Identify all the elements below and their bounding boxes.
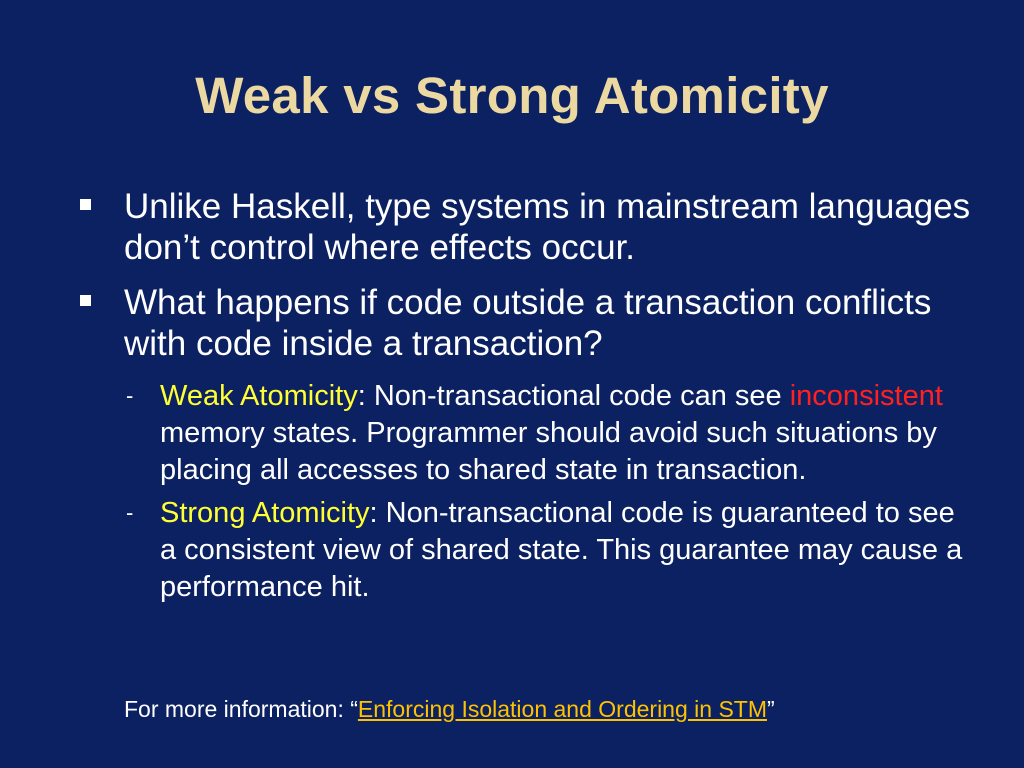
term-strong-atomicity: Strong Atomicity	[160, 497, 370, 529]
square-bullet-icon	[80, 199, 91, 210]
sub-bullet-list	[124, 378, 976, 606]
highlight-inconsistent: inconsistent	[789, 380, 943, 412]
bullet-list	[76, 186, 976, 612]
slide-title: Weak vs Strong Atomicity	[195, 67, 829, 124]
bullet-item	[76, 186, 976, 268]
sub-bullet-text: : Non-transactional code can see	[357, 380, 790, 412]
reference-link[interactable]: Enforcing Isolation and Ordering in STM	[357, 696, 767, 722]
sub-bullet-item-weak	[124, 378, 976, 489]
sub-bullet-item-strong	[124, 495, 976, 606]
bullet-item	[76, 282, 976, 364]
footer-reference	[124, 694, 775, 724]
sub-bullet-text: memory states. Programmer should avoid such situations by placing all accesses to shared state in transaction.	[160, 417, 937, 486]
footer-prefix: For more information: “	[124, 696, 358, 722]
dash-bullet-icon: -	[126, 383, 134, 408]
dash-bullet-icon: -	[126, 500, 134, 525]
square-bullet-icon	[80, 295, 91, 306]
bullet-text: What happens if code outside a transaction conflicts with code inside a transaction?	[124, 283, 932, 363]
sub-bullet-text: : Non-transactional code is guaranteed to see a consistent view of shared state. This guarantee may cause a performance hit.	[160, 497, 963, 603]
bullet-text: Unlike Haskell, type systems in mainstream languages don’t control where effects occur.	[124, 187, 971, 267]
term-weak-atomicity: Weak Atomicity	[160, 380, 358, 412]
footer-suffix: ”	[767, 696, 775, 722]
